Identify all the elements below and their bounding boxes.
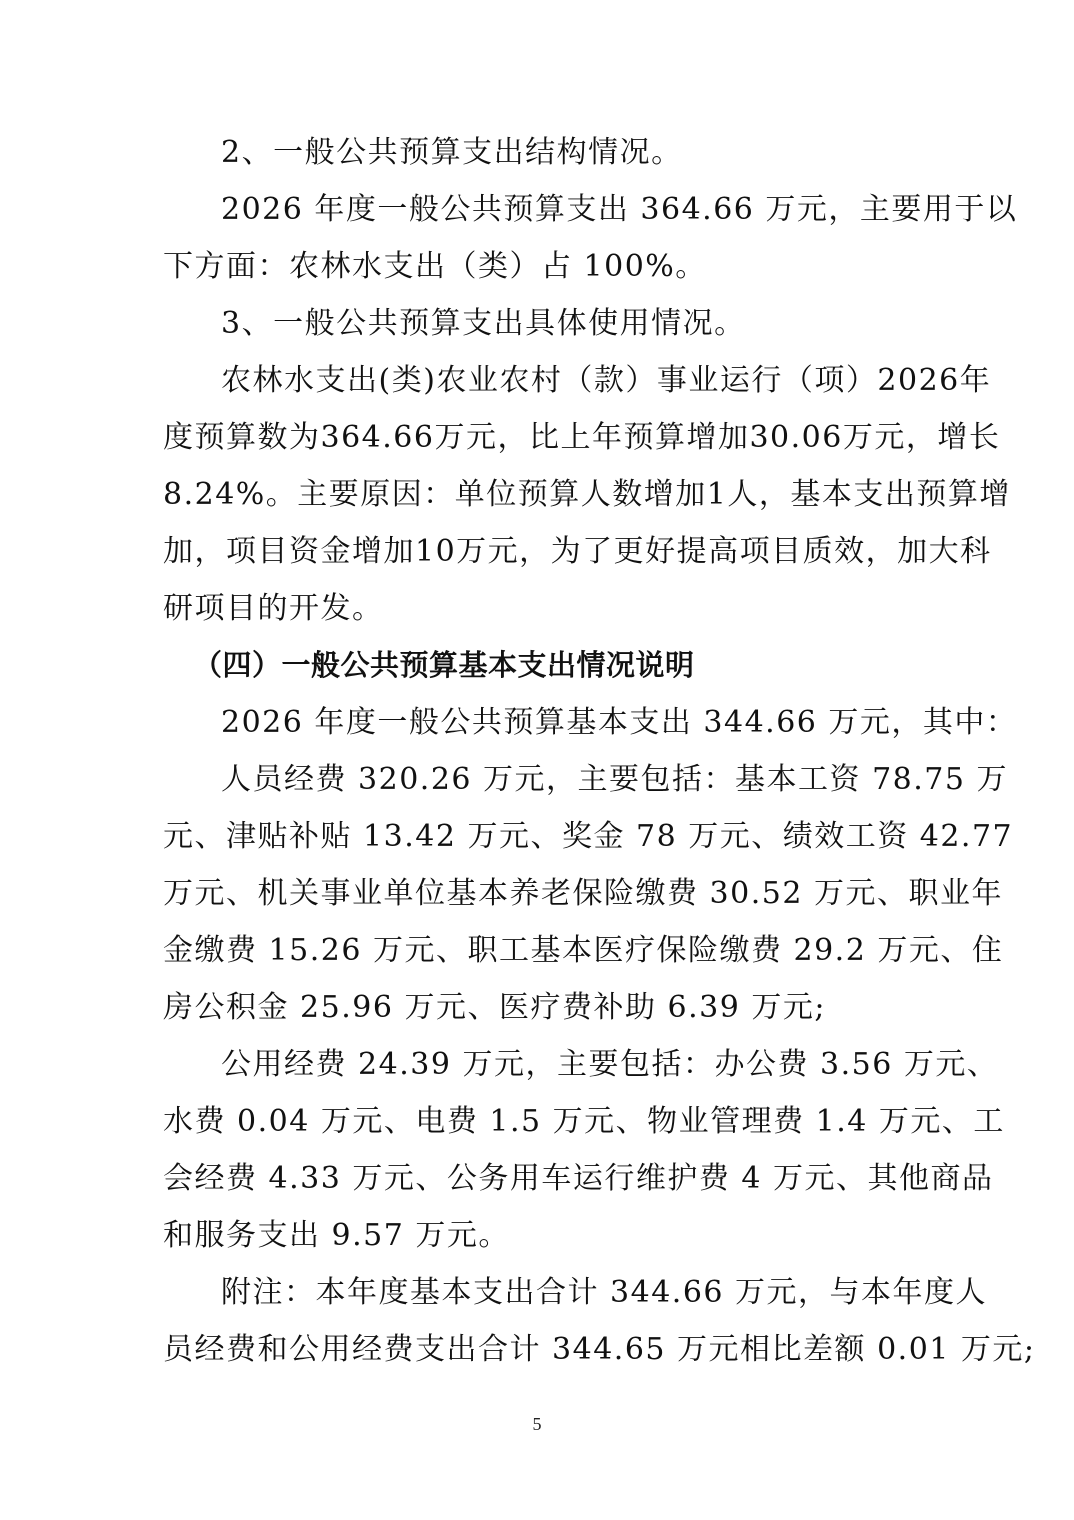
text-line: 度预算数为364.66万元，比上年预算增加30.06万元，增长	[163, 420, 1001, 455]
text-line: 金缴费 15.26 万元、职工基本医疗保险缴费 29.2 万元、住	[163, 933, 1004, 968]
text-line: 元、津贴补贴 13.42 万元、奖金 78 万元、绩效工资 42.77	[163, 819, 1014, 854]
text-line: 和服务支出 9.57 万元。	[163, 1218, 510, 1253]
text-line: 3、一般公共预算支出具体使用情况。	[221, 306, 746, 341]
text-line: 2、一般公共预算支出结构情况。	[221, 135, 683, 170]
text-line: 房公积金 25.96 万元、医疗费补助 6.39 万元;	[163, 990, 826, 1025]
text-line: 公用经费 24.39 万元，主要包括：办公费 3.56 万元、	[221, 1047, 999, 1082]
text-line: 人员经费 320.26 万元，主要包括：基本工资 78.75 万	[221, 762, 1008, 797]
page-number: 5	[532, 1414, 542, 1434]
text-line: 会经费 4.33 万元、公务用车运行维护费 4 万元、其他商品	[163, 1161, 994, 1196]
text-line: 下方面：农林水支出（类）占 100%。	[163, 249, 707, 284]
section-heading: （四）一般公共预算基本支出情况说明	[193, 648, 695, 682]
text-line: 附注：本年度基本支出合计 344.66 万元，与本年度人	[221, 1275, 988, 1310]
text-line: 农林水支出(类)农业农村（款）事业运行（项）2026年	[221, 363, 992, 398]
text-line: 水费 0.04 万元、电费 1.5 万元、物业管理费 1.4 万元、工	[163, 1104, 1005, 1139]
text-line: 加，项目资金增加10万元，为了更好提高项目质效，加大科	[163, 534, 992, 569]
text-line: 员经费和公用经费支出合计 344.65 万元相比差额 0.01 万元;	[163, 1332, 1036, 1367]
text-line: 8.24%。主要原因：单位预算人数增加1人，基本支出预算增	[163, 477, 1011, 512]
text-line: 2026 年度一般公共预算支出 364.66 万元，主要用于以	[221, 192, 1018, 227]
text-line: 研项目的开发。	[163, 591, 384, 626]
text-line: 万元、机关事业单位基本养老保险缴费 30.52 万元、职业年	[163, 876, 1003, 911]
text-line: 2026 年度一般公共预算基本支出 344.66 万元，其中：	[221, 705, 1018, 740]
